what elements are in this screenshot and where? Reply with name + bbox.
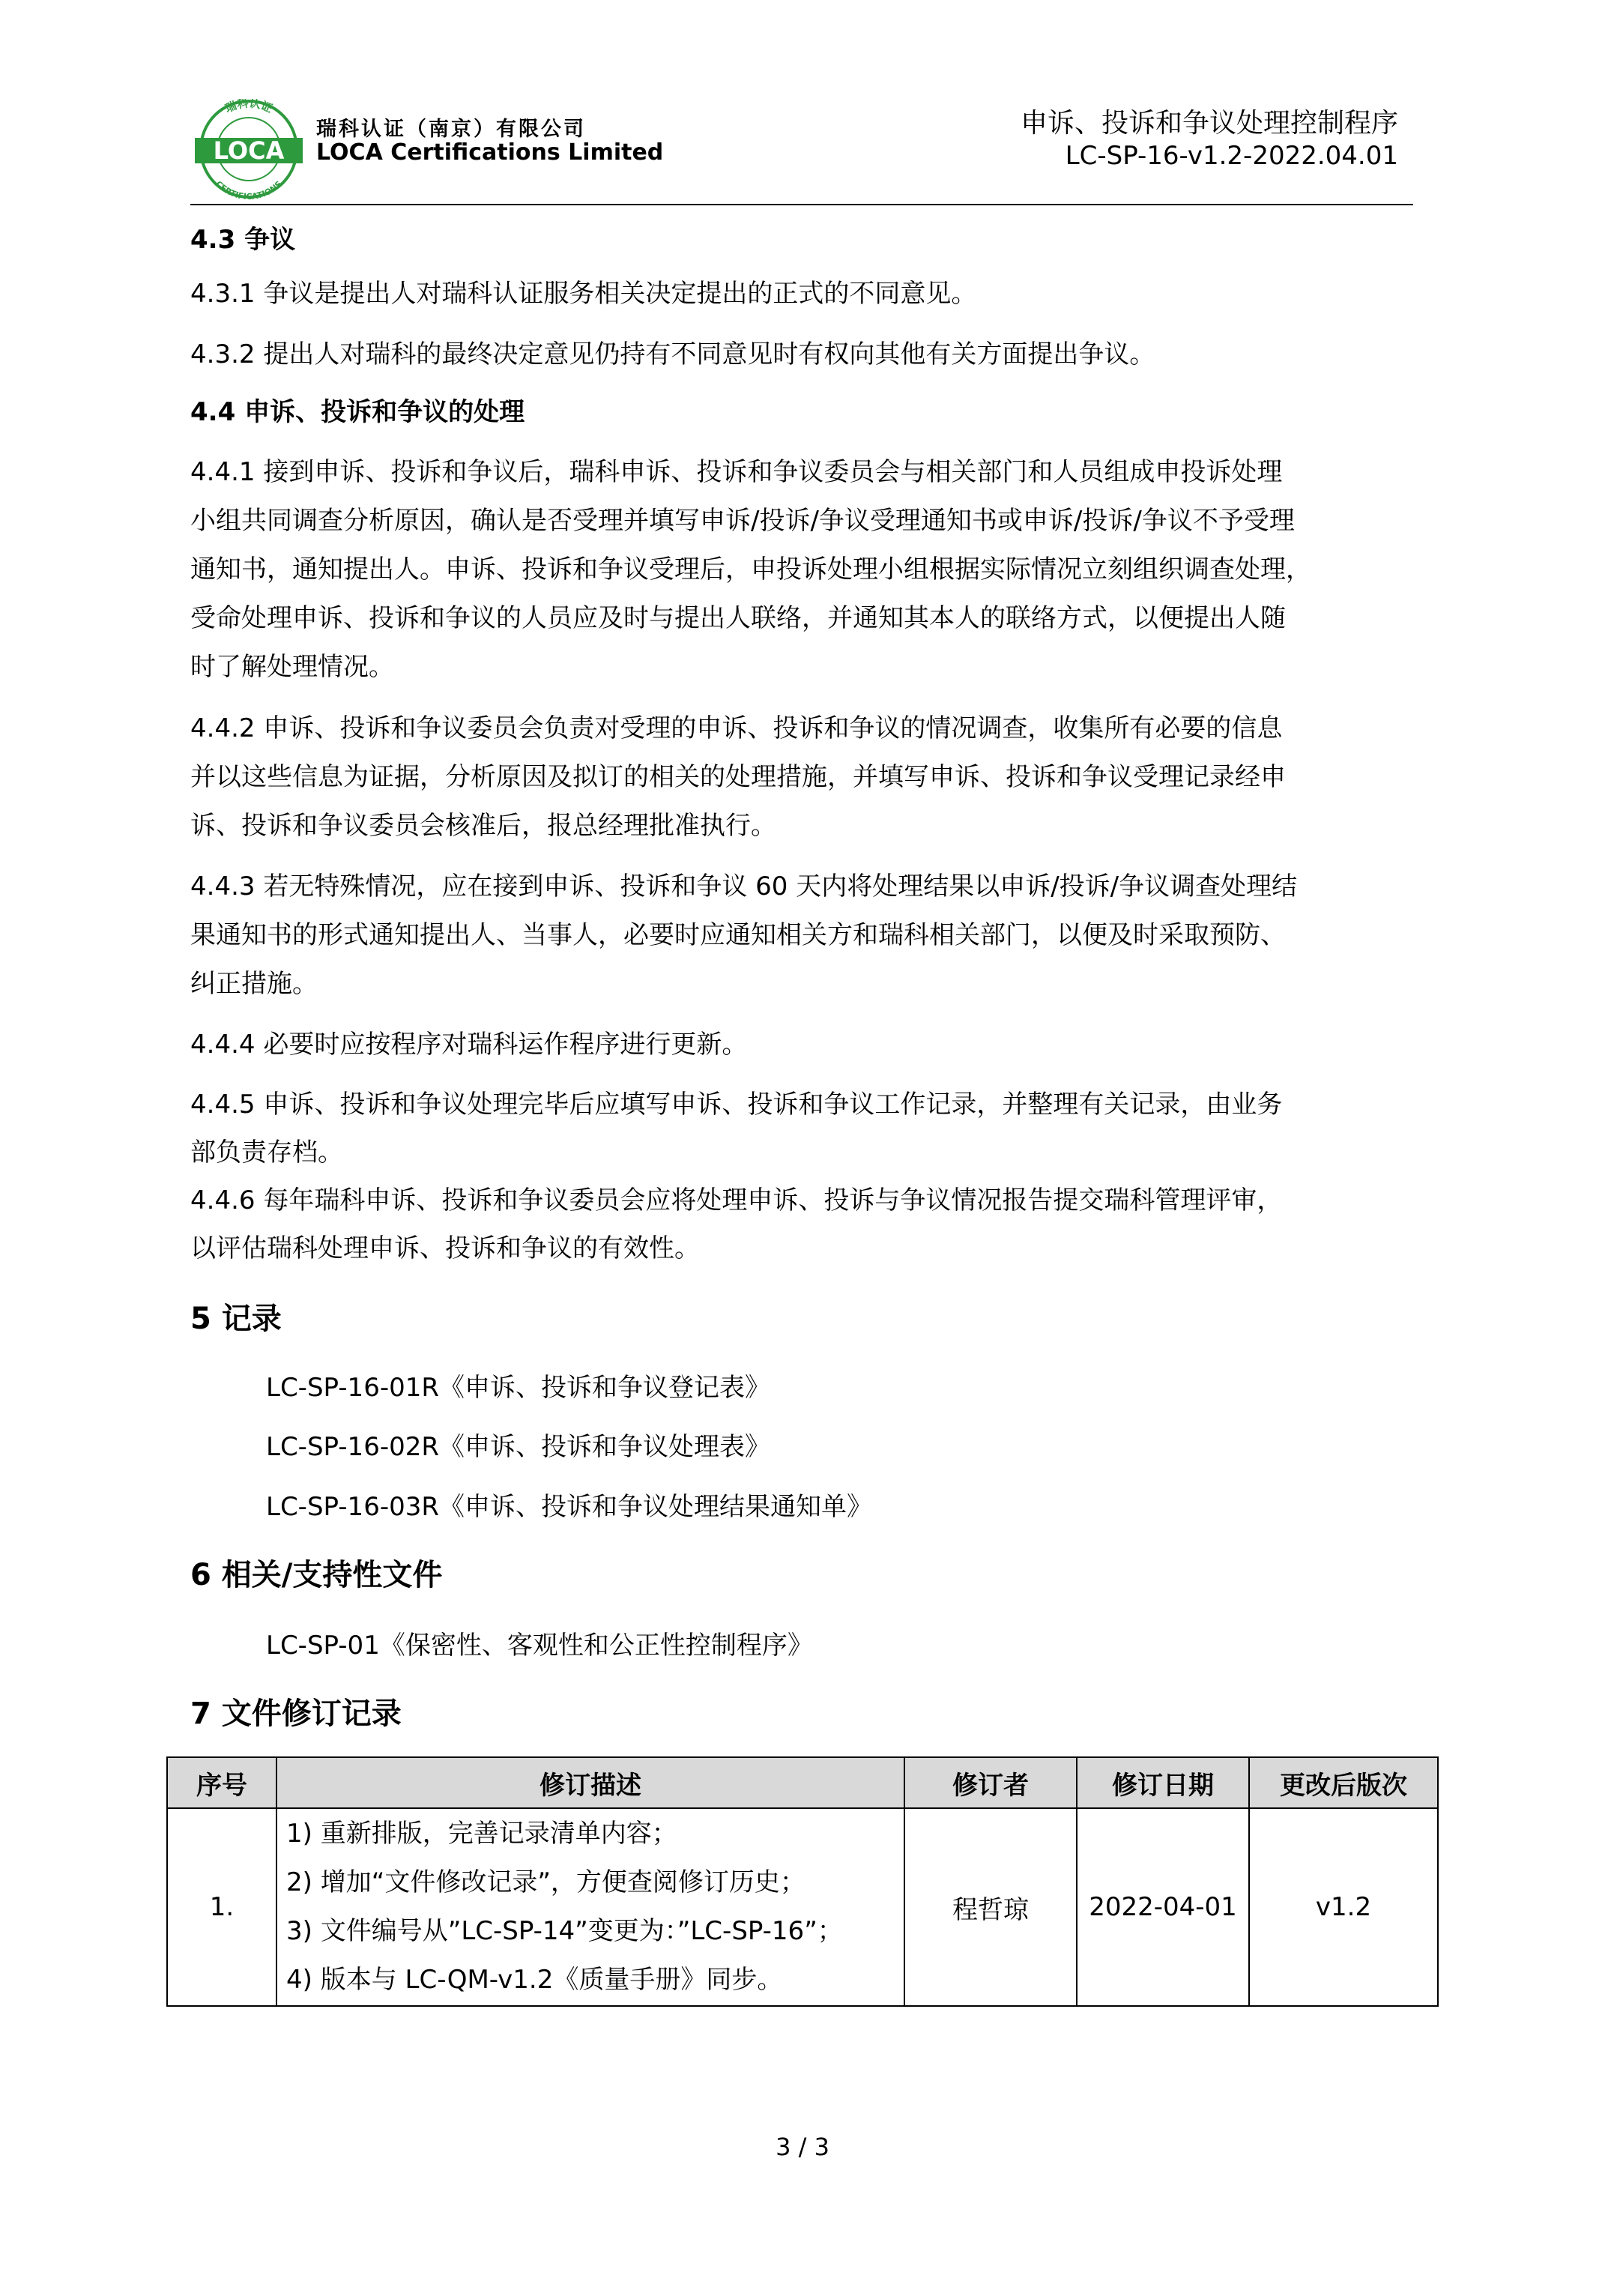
description-line: 2) 增加“文件修改记录”，方便查阅修订历史； bbox=[286, 1867, 805, 1897]
paragraph-4-4-1-line: 受命处理申诉、投诉和争议的人员应及时与提出人联络，并通知其本人的联络方式，以便提出人随 bbox=[190, 603, 1286, 633]
paragraph-4-4-1-line: 时了解处理情况。 bbox=[190, 652, 394, 682]
paragraph-4-4-1-line: 4.4.1 接到申诉、投诉和争议后，瑞科申诉、投诉和争议委员会与相关部门和人员组成申投诉处理 bbox=[190, 457, 1283, 487]
company-logo bbox=[190, 99, 307, 199]
cell-no: 1. bbox=[167, 1808, 276, 2006]
cell-description bbox=[276, 1808, 904, 2006]
paragraph-4-4-3-line: 果通知书的形式通知提出人、当事人，必要时应通知相关方和瑞科相关部门，以便及时采取预防、 bbox=[190, 920, 1286, 950]
description-line: 3) 文件编号从”LC-SP-14”变更为：”LC-SP-16”； bbox=[286, 1916, 843, 1946]
paragraph-4-4-3-line: 4.4.3 若无特殊情况，应在接到申诉、投诉和争议 60 天内将处理结果以申诉/投诉/争议调查处理结 bbox=[190, 871, 1298, 901]
header-divider bbox=[190, 204, 1413, 205]
cell-author: 程哲琼 bbox=[904, 1808, 1077, 2006]
record-item: LC-SP-16-03R《申诉、投诉和争议处理结果通知单》 bbox=[266, 1492, 872, 1522]
paragraph-4-4-5-line: 部负责存档。 bbox=[190, 1138, 343, 1167]
table-header-row bbox=[167, 1757, 1438, 1808]
page-number: 3 / 3 bbox=[776, 2133, 829, 2161]
column-header-date: 修订日期 bbox=[1077, 1757, 1249, 1808]
cell-version: v1.2 bbox=[1249, 1808, 1438, 2006]
section-7-heading: 7 文件修订记录 bbox=[190, 1697, 402, 1731]
company-name-cn: 瑞科认证（南京）有限公司 bbox=[316, 118, 586, 141]
paragraph-4-4-2-line: 4.4.2 申诉、投诉和争议委员会负责对受理的申诉、投诉和争议的情况调查，收集所有必要的信息 bbox=[190, 713, 1283, 743]
column-header-no: 序号 bbox=[167, 1757, 276, 1808]
record-item: LC-SP-16-01R《申诉、投诉和争议登记表》 bbox=[266, 1373, 770, 1403]
section-4-3-heading: 4.3 争议 bbox=[190, 225, 296, 255]
document-title: 申诉、投诉和争议处理控制程序 bbox=[1020, 108, 1398, 139]
paragraph-4-4-2-line: 诉、投诉和争议委员会核准后，报总经理批准执行。 bbox=[190, 811, 776, 841]
paragraph-4-4-2-line: 并以这些信息为证据，分析原因及拟订的相关的处理措施，并填写申诉、投诉和争议受理记录经申 bbox=[190, 762, 1286, 792]
logo-top-text: 瑞科认证 bbox=[223, 99, 275, 116]
column-header-description: 修订描述 bbox=[276, 1757, 904, 1808]
section-4-4-heading: 4.4 申诉、投诉和争议的处理 bbox=[190, 397, 525, 427]
section-5-heading: 5 记录 bbox=[190, 1302, 282, 1336]
column-header-author: 修订者 bbox=[904, 1757, 1077, 1808]
paragraph-4-4-5-line: 4.4.5 申诉、投诉和争议处理完毕后应填写申诉、投诉和争议工作记录，并整理有关记录，由业务 bbox=[190, 1090, 1283, 1120]
logo-mark-text: LOCA bbox=[213, 136, 285, 165]
description-line: 1) 重新排版，完善记录清单内容； bbox=[286, 1819, 677, 1849]
company-name-en: LOCA Certifications Limited bbox=[316, 139, 664, 166]
paragraph-4-4-6-line: 以评估瑞科处理申诉、投诉和争议的有效性。 bbox=[190, 1233, 700, 1263]
supporting-doc-item: LC-SP-01《保密性、客观性和公正性控制程序》 bbox=[266, 1631, 813, 1661]
record-item: LC-SP-16-02R《申诉、投诉和争议处理表》 bbox=[266, 1432, 770, 1462]
paragraph-4-4-1-line: 小组共同调查分析原因，确认是否受理并填写申诉/投诉/争议受理通知书或申诉/投诉/争议不予受理 bbox=[190, 506, 1295, 536]
column-header-version: 更改后版次 bbox=[1249, 1757, 1438, 1808]
logo-bottom-text: CERTIFICATIONS bbox=[214, 178, 284, 199]
document-code: LC-SP-16-v1.2-2022.04.01 bbox=[1065, 141, 1398, 171]
section-6-heading: 6 相关/支持性文件 bbox=[190, 1558, 443, 1592]
paragraph-4-4-3-line: 纠正措施。 bbox=[190, 969, 318, 999]
paragraph-4-3-2: 4.3.2 提出人对瑞科的最终决定意见仍持有不同意见时有权向其他有关方面提出争议。 bbox=[190, 339, 1155, 369]
cell-date: 2022-04-01 bbox=[1077, 1808, 1249, 2006]
paragraph-4-4-4: 4.4.4 必要时应按程序对瑞科运作程序进行更新。 bbox=[190, 1030, 748, 1060]
revision-record-table bbox=[166, 1756, 1439, 2007]
description-line: 4) 版本与 LC-QM-v1.2《质量手册》同步。 bbox=[286, 1965, 783, 1995]
paragraph-4-4-1-line: 通知书，通知提出人。申诉、投诉和争议受理后，申投诉处理小组根据实际情况立刻组织调查处理， bbox=[190, 555, 1311, 584]
paragraph-4-4-6-line: 4.4.6 每年瑞科申诉、投诉和争议委员会应将处理申诉、投诉与争议情况报告提交瑞科管理评审， bbox=[190, 1185, 1283, 1215]
table-row bbox=[167, 1808, 1438, 2006]
paragraph-4-3-1: 4.3.1 争议是提出人对瑞科认证服务相关决定提出的正式的不同意见。 bbox=[190, 279, 977, 309]
